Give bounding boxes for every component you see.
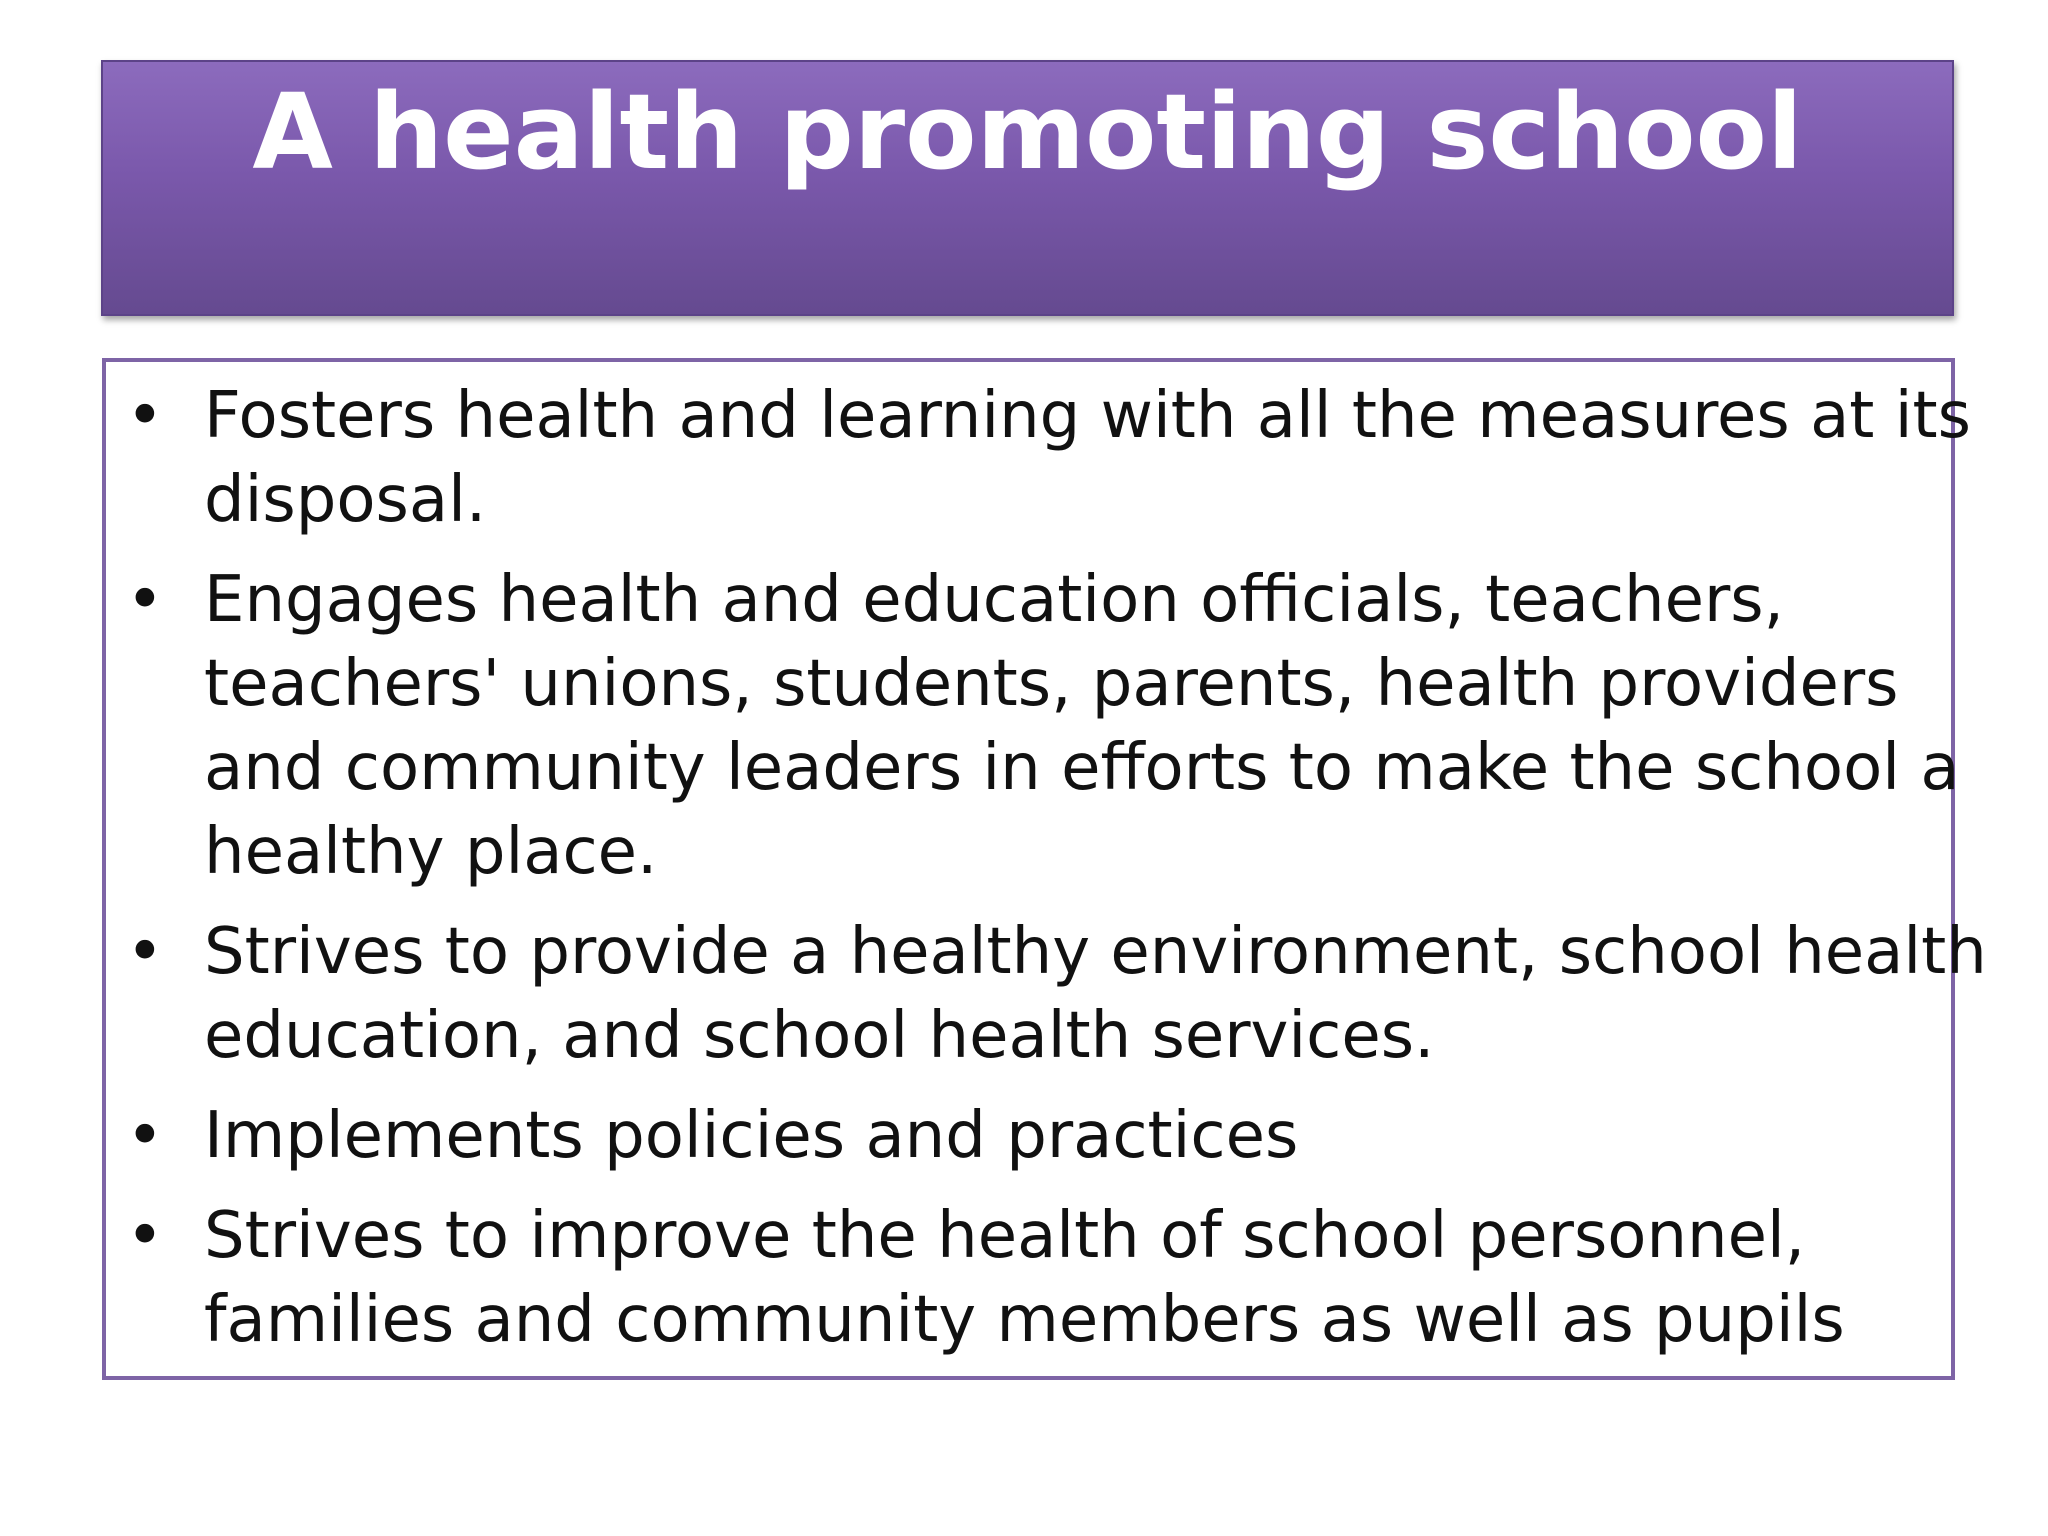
bullet-text-line: Fosters health and learning with all the measures at its — [204, 379, 1971, 453]
bullet-text-line: teachers' unions, students, parents, health providers — [204, 647, 1899, 721]
bullet-marker: • — [126, 1199, 164, 1273]
bullet-text-line: and community leaders in efforts to make the school a — [204, 731, 1960, 805]
bullet-list — [106, 374, 1987, 1378]
bullet-text-line: families and community members as well as pupils — [204, 1283, 1845, 1357]
title-banner — [101, 60, 1954, 316]
bullet-text-line: Strives to provide a healthy environment, school health — [204, 915, 1987, 989]
bullet-marker: • — [126, 915, 164, 989]
bullet-item-1 — [106, 374, 1971, 542]
bullet-text-line: healthy place. — [204, 815, 658, 889]
bullet-item-3 — [106, 910, 1987, 1078]
bullet-item-4 — [106, 1094, 1951, 1178]
bullet-text-line: education, and school health services. — [204, 999, 1435, 1073]
bullet-text-line: Engages health and education officials, teachers, — [204, 563, 1784, 637]
bullet-marker: • — [126, 563, 164, 637]
content-box — [102, 358, 1987, 1380]
bullet-marker: • — [126, 1099, 164, 1173]
bullet-text-line: disposal. — [204, 463, 487, 537]
bullet-item-2 — [106, 558, 1960, 894]
bullet-text-line: Implements policies and practices — [204, 1099, 1299, 1173]
slide-title: A health promoting school — [252, 71, 1803, 193]
bullet-marker: • — [126, 379, 164, 453]
bullet-item-5 — [106, 1194, 1951, 1362]
bullet-text-line: Strives to improve the health of school personnel, — [204, 1199, 1806, 1273]
